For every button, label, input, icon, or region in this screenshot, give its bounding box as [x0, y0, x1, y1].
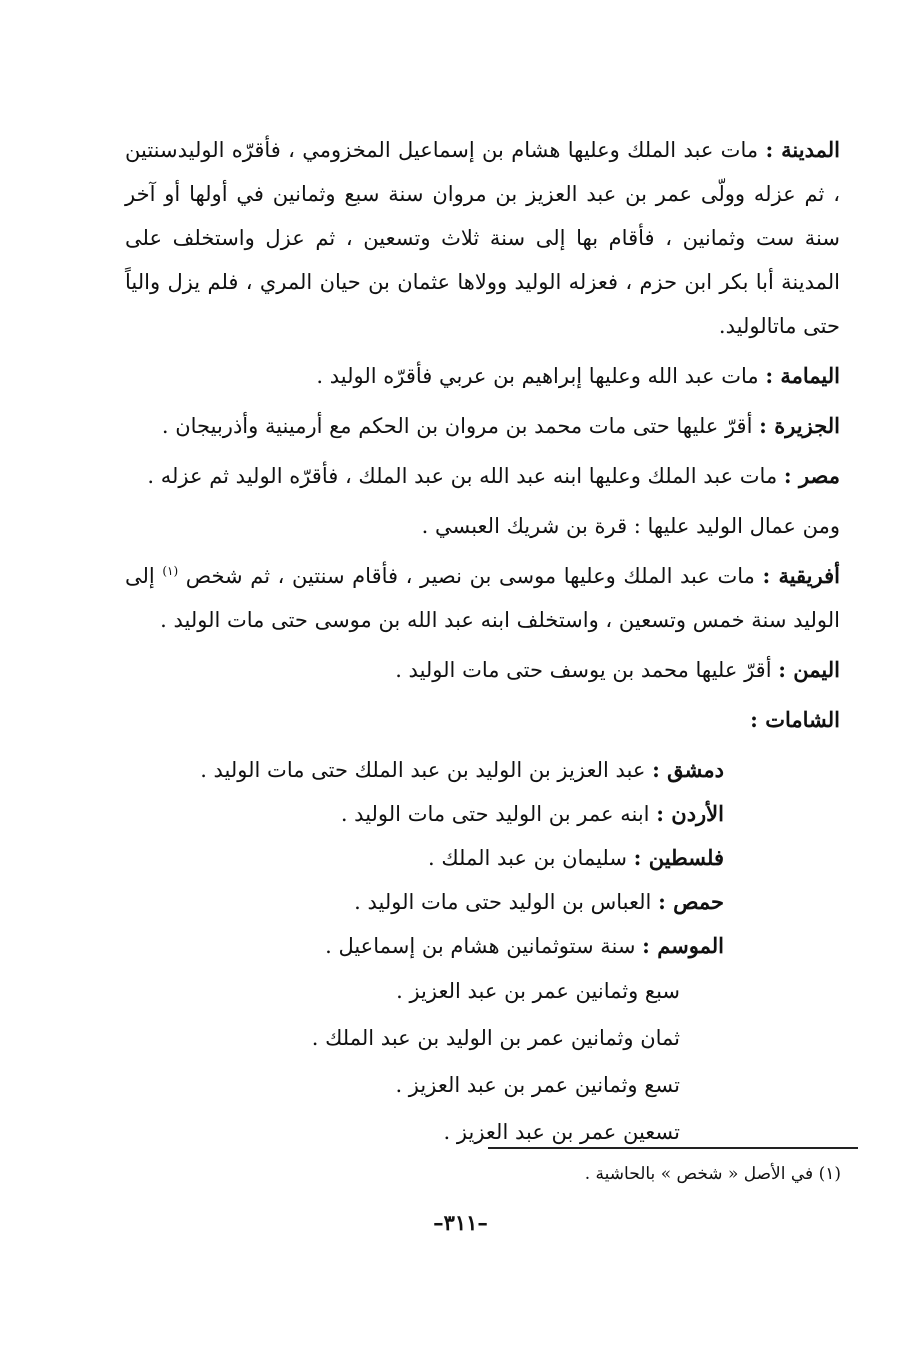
- paragraph-text-continued: إلى الوليد سنة خمس وتسعين ، واستخلف ابنه عبد الله بن موسى حتى مات الوليد .: [125, 564, 840, 632]
- shamat-heading: الشامات :: [750, 707, 840, 732]
- footnote-divider: [488, 1147, 858, 1149]
- list-item: [125, 836, 724, 880]
- term-label: الجزيرة :: [759, 413, 840, 438]
- paragraph-madina: [125, 128, 840, 348]
- paragraph-text: مات عبد الله وعليها إبراهيم بن عربي فأقرّه الوليد .: [316, 364, 759, 388]
- footnote: (١) في الأصل « شخص » بالحاشية .: [584, 1164, 841, 1184]
- paragraph-ifriqiya: [125, 554, 840, 642]
- paragraph-misr-governors: [125, 504, 840, 548]
- term-label: مصر :: [783, 463, 840, 488]
- term-label: فلسطين :: [633, 845, 724, 870]
- term-label: أفريقية :: [762, 563, 840, 588]
- paragraph-jazira: [125, 404, 840, 448]
- term-label: اليمن :: [778, 657, 840, 682]
- main-text: [125, 128, 840, 1156]
- term-label: الموسم :: [642, 933, 724, 958]
- list-item-mawsim: [125, 924, 724, 968]
- paragraph-text: أقرّ عليها محمد بن يوسف حتى مات الوليد .: [395, 658, 772, 682]
- item-text: سليمان بن عبد الملك .: [428, 846, 627, 870]
- paragraph-text: مات عبد الملك وعليها موسى بن نصير ، فأقام سنتين ، ثم شخص: [185, 564, 755, 588]
- term-label: الأردن :: [656, 801, 724, 826]
- term-label: دمشق :: [652, 757, 724, 782]
- shamat-list: [125, 748, 840, 968]
- mawsim-year-line: تسعين عمر بن عبد العزيز .: [443, 1120, 680, 1144]
- paragraph-text: مات عبد الملك وعليها ابنه عبد الله بن عبد الملك ، فأقرّه الوليد ثم عزله .: [147, 464, 778, 488]
- item-text: سنة ستوثمانين هشام بن إسماعيل .: [325, 934, 636, 958]
- item-text: ابنه عمر بن الوليد حتى مات الوليد .: [340, 802, 650, 826]
- mawsim-year-line: ثمان وثمانين عمر بن الوليد بن عبد الملك .: [311, 1026, 680, 1050]
- mawsim-year-line: سبع وثمانين عمر بن عبد العزيز .: [396, 979, 680, 1003]
- term-label: المدينة :: [765, 137, 840, 162]
- paragraph-text: أقرّ عليها حتى مات محمد بن مروان بن الحكم مع أرمينية وأذربيجان .: [161, 414, 753, 438]
- paragraph-yemen: [125, 648, 840, 692]
- mawsim-year-line: تسع وثمانين عمر بن عبد العزيز .: [395, 1073, 680, 1097]
- paragraph-text: مات عبد الملك وعليها هشام بن إسماعيل المخزومي ، فأقرّه الوليدسنتين ، ثم عزله وولّى عمر بن عبد العزيز بن مروان سنة سبع وثمانين في أولها أو آخر سنة ست وثمانين ، فأقام بها إلى سنة ثلاث وتسعين ، ثم عزل واستخلف على المدينة أبا بكر ابن حزم ، فعزله الوليد وولاها عثمان بن حيان المري ، فلم يزل والياً حتى ماتالوليد.: [125, 138, 840, 338]
- paragraph-text: ومن عمال الوليد عليها : قرة بن شريك العبسي .: [421, 514, 840, 538]
- item-text: عبد العزيز بن الوليد بن عبد الملك حتى مات الوليد .: [200, 758, 646, 782]
- term-label: حمص :: [658, 889, 724, 914]
- paragraph-misr: [125, 454, 840, 498]
- page-number: –٣١١–: [433, 1210, 488, 1235]
- term-label: اليمامة :: [765, 363, 840, 388]
- list-item: [125, 880, 724, 924]
- item-text: العباس بن الوليد حتى مات الوليد .: [354, 890, 652, 914]
- footnote-marker: (١): [162, 564, 179, 578]
- paragraph-yamama: [125, 354, 840, 398]
- mawsim-years: [125, 968, 840, 1156]
- list-item: [125, 748, 724, 792]
- list-item: [125, 792, 724, 836]
